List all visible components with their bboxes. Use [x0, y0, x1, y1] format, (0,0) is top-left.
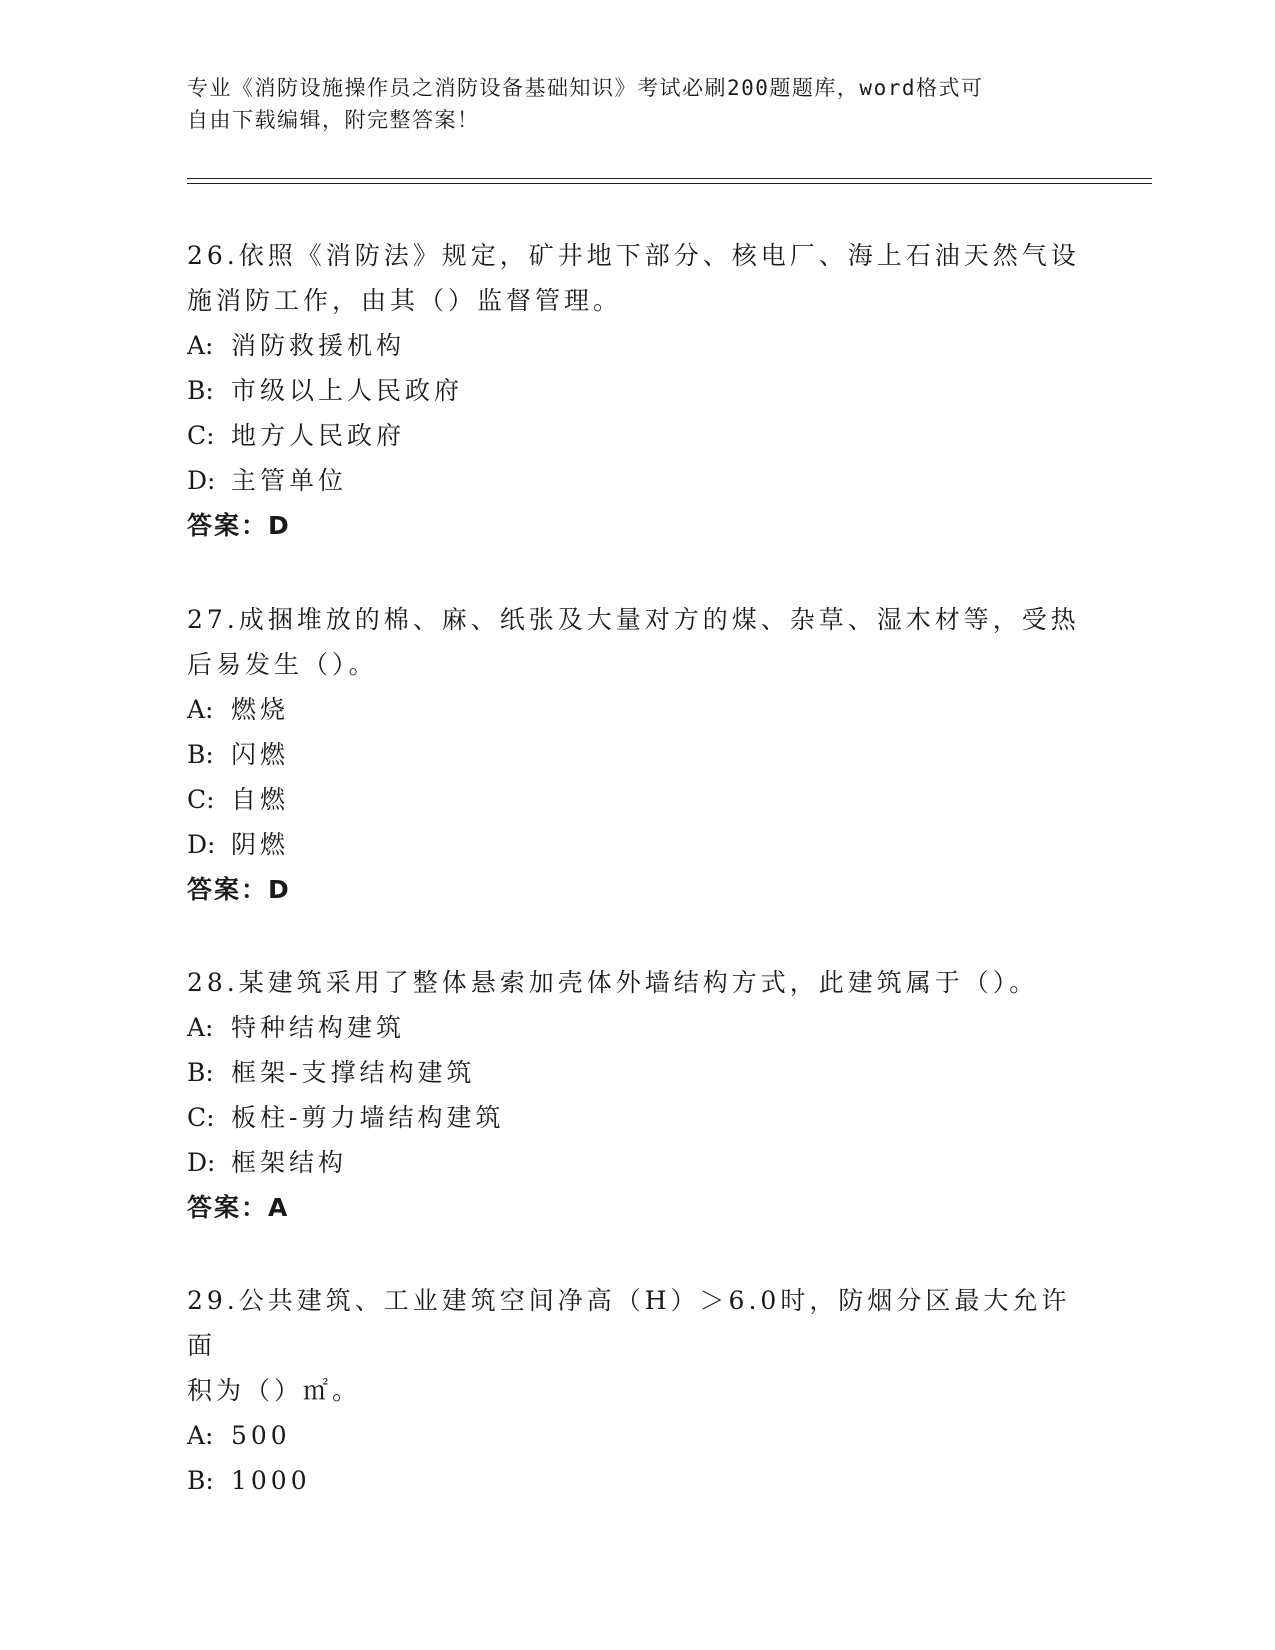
- option-letter: A:: [187, 1013, 214, 1042]
- option-text: 主管单位: [231, 466, 348, 495]
- option-letter: B:: [187, 740, 214, 769]
- option-text: 500: [231, 1421, 291, 1450]
- option-b: [187, 732, 1087, 777]
- header-divider-top: [187, 178, 1152, 179]
- option-letter: B:: [187, 1058, 214, 1087]
- question-27: [187, 597, 1087, 912]
- header-title-line-1: 专业《消防设施操作员之消防设备基础知识》考试必刷200题题库，word格式可: [187, 76, 984, 100]
- option-a: [187, 1413, 1087, 1458]
- question-stem-line-2: 施消防工作，由其（）监督管理。: [187, 286, 623, 315]
- option-letter: A:: [187, 1421, 214, 1450]
- question-stem-line-1: 29.公共建筑、工业建筑空间净高（H）＞6.0时，防烟分区最大允许面: [187, 1286, 1071, 1360]
- question-stem-line-2: 后易发生（）。: [187, 650, 378, 679]
- header-divider-bottom: [187, 183, 1152, 184]
- question-stem-line-1: 28.某建筑采用了整体悬索加壳体外墙结构方式，此建筑属于（）。: [187, 968, 1039, 997]
- option-text: 自燃: [231, 785, 290, 814]
- header-title-line-2: 自由下载编辑，附完整答案！: [187, 108, 480, 132]
- option-text: 市级以上人民政府: [231, 376, 464, 405]
- option-letter: D:: [187, 1148, 216, 1177]
- option-letter: B:: [187, 1466, 214, 1495]
- option-b: [187, 368, 1087, 413]
- option-a: [187, 1005, 1087, 1050]
- option-letter: D:: [187, 830, 216, 859]
- option-text: 1000: [231, 1466, 311, 1495]
- option-letter: C:: [187, 785, 215, 814]
- option-text: 特种结构建筑: [231, 1013, 406, 1042]
- option-d: [187, 458, 1087, 503]
- option-text: 地方人民政府: [231, 421, 406, 450]
- option-d: [187, 1140, 1087, 1185]
- question-26: [187, 233, 1087, 548]
- option-text: 燃烧: [231, 695, 290, 724]
- answer-line: 答案：A: [187, 1193, 290, 1222]
- question-28: [187, 960, 1087, 1230]
- option-letter: B:: [187, 376, 214, 405]
- option-text: 框架-支撑结构建筑: [231, 1058, 476, 1087]
- option-b: [187, 1050, 1087, 1095]
- option-letter: C:: [187, 421, 215, 450]
- option-b: [187, 1458, 1087, 1503]
- question-stem-line-1: 26.依照《消防法》规定，矿井地下部分、核电厂、海上石油天然气设: [187, 241, 1080, 270]
- option-d: [187, 822, 1087, 867]
- question-stem-line-1: 27.成捆堆放的棉、麻、纸张及大量对方的煤、杂草、湿木材等，受热: [187, 605, 1080, 634]
- option-text: 闪燃: [231, 740, 290, 769]
- option-text: 消防救援机构: [231, 331, 406, 360]
- option-a: [187, 323, 1087, 368]
- option-letter: D:: [187, 466, 216, 495]
- option-text: 阴燃: [231, 830, 290, 859]
- option-c: [187, 413, 1087, 458]
- question-29: [187, 1278, 1087, 1503]
- document-header: [187, 72, 1087, 136]
- option-a: [187, 687, 1087, 732]
- option-letter: A:: [187, 331, 214, 360]
- question-stem-line-2: 积为（）㎡。: [187, 1376, 362, 1405]
- answer-line: 答案：D: [187, 511, 291, 540]
- answer-line: 答案：D: [187, 875, 291, 904]
- option-c: [187, 777, 1087, 822]
- option-letter: C:: [187, 1103, 215, 1132]
- option-text: 框架结构: [231, 1148, 348, 1177]
- option-c: [187, 1095, 1087, 1140]
- option-text: 板柱-剪力墙结构建筑: [231, 1103, 505, 1132]
- option-letter: A:: [187, 695, 214, 724]
